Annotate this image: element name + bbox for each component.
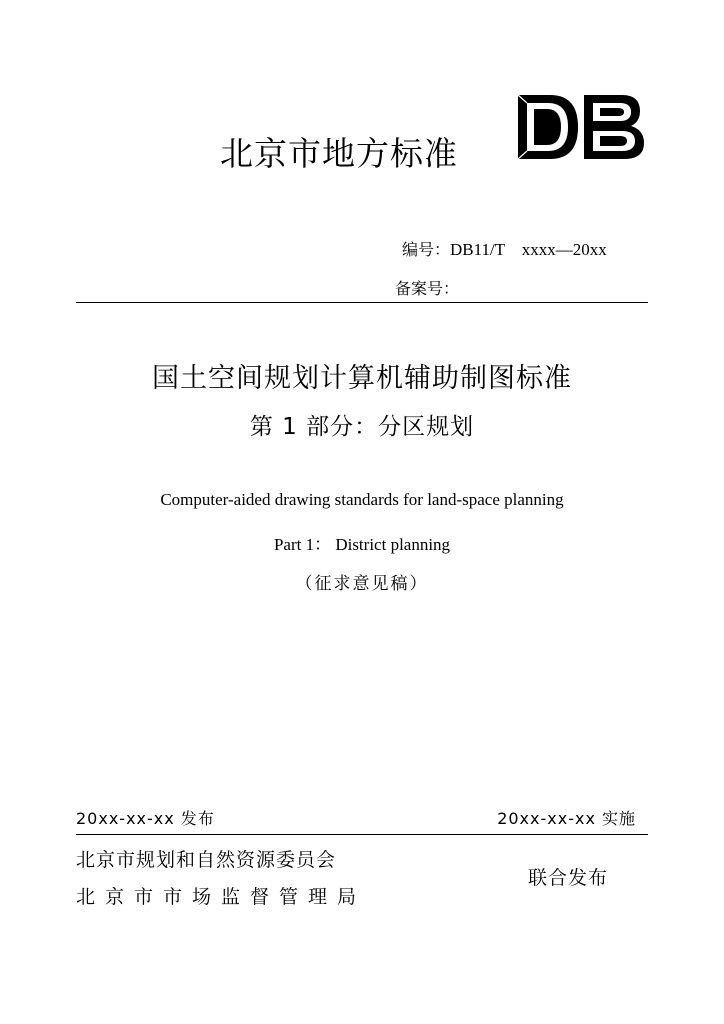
standard-type-title: 北京市地方标准 xyxy=(220,134,458,173)
issuer-planning-commission: 北京市规划和自然资源委员会 xyxy=(76,849,337,871)
document-part-title: 第 1 部分：分区规划 xyxy=(249,414,475,440)
english-title: Computer-aided drawing standards for land-space planning xyxy=(160,490,564,509)
english-part-title: Part 1： District planning xyxy=(273,535,451,554)
serial-value: DB11/T xxxx—20xx xyxy=(450,240,607,259)
record-number: 备案号： xyxy=(395,279,460,298)
db-logo-letter-b xyxy=(584,95,644,159)
footer-divider xyxy=(76,834,648,835)
issue-date: 20xx-xx-xx 发布 xyxy=(76,809,215,828)
document-title: 国土空间规划计算机辅助制图标准 xyxy=(152,363,572,394)
db-logo-letter-d xyxy=(518,95,578,159)
draft-status: （征求意见稿） xyxy=(295,574,429,594)
implementation-date: 20xx-xx-xx 实施 xyxy=(497,809,636,828)
serial-label: 编号： xyxy=(402,240,451,259)
db-logo xyxy=(514,91,648,163)
serial-number xyxy=(402,235,607,260)
joint-issue-label: 联合发布 xyxy=(528,867,609,889)
header-divider xyxy=(76,302,648,303)
issuer-market-supervision: 北京市市场监督管理局 xyxy=(76,886,367,908)
